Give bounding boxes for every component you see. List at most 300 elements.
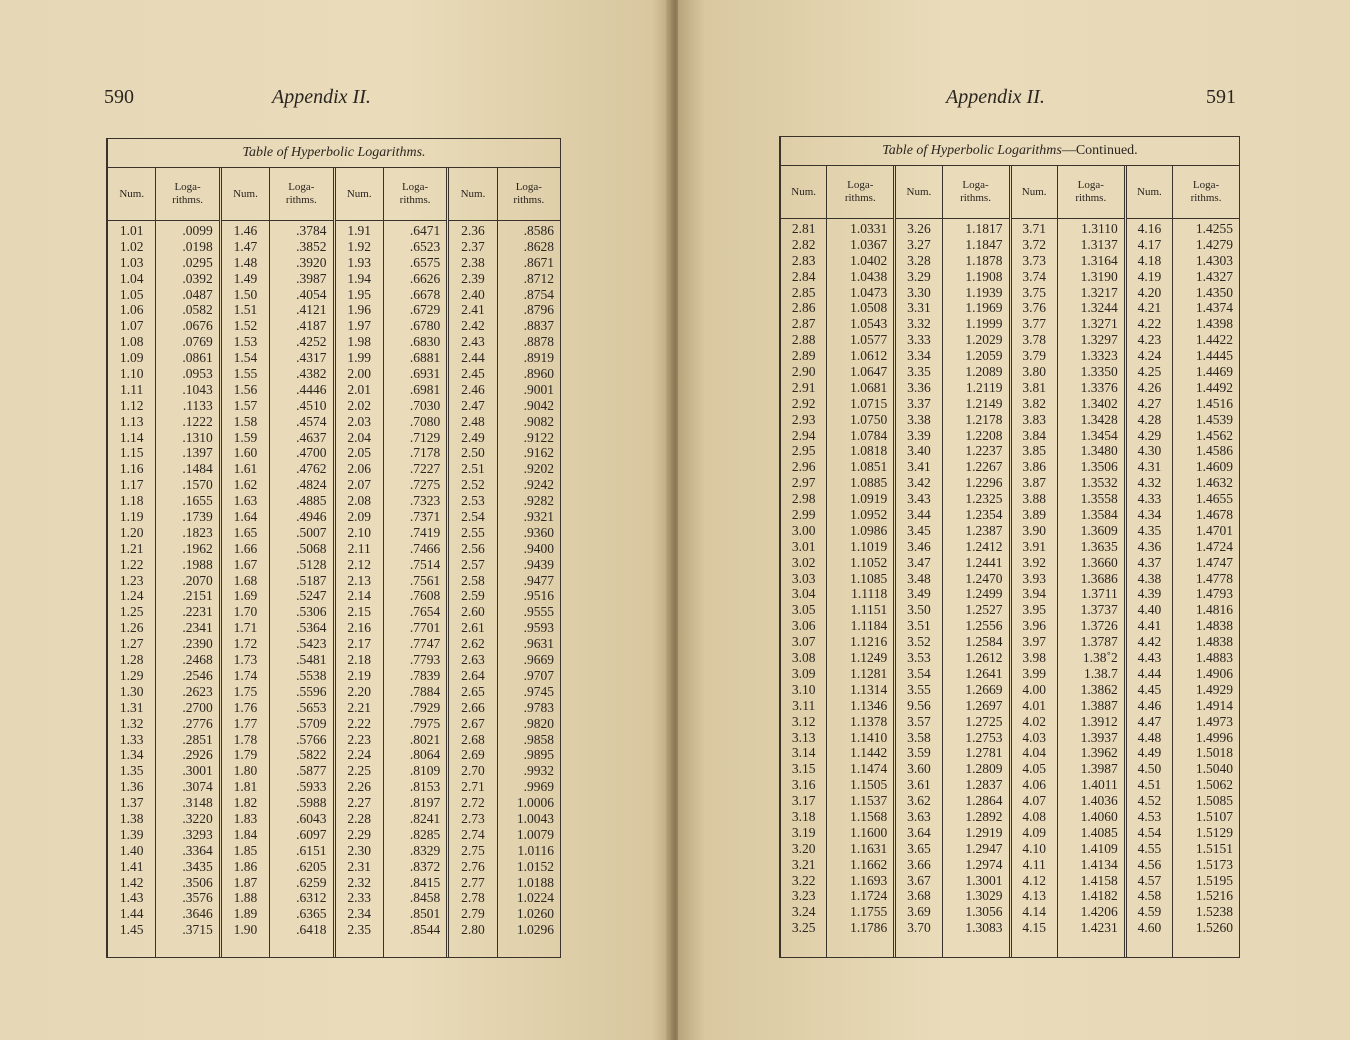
log-cell: 1.4374 bbox=[1195, 300, 1233, 316]
num-cell: 3.55 bbox=[907, 681, 931, 697]
log-cell: .9282 bbox=[523, 493, 554, 509]
num-cell: 1.45 bbox=[119, 922, 144, 938]
log-cell: .4637 bbox=[296, 429, 327, 445]
num-cell: 3.21 bbox=[791, 856, 816, 872]
log-cell: 1.1085 bbox=[850, 570, 888, 586]
log-cell: .4946 bbox=[296, 509, 327, 525]
num-cell: 1.23 bbox=[119, 572, 144, 588]
num-cell: 1.88 bbox=[233, 890, 258, 906]
log-cell: 1.1969 bbox=[965, 300, 1003, 316]
log-cell: .6259 bbox=[296, 874, 327, 890]
log-cell: 1.3787 bbox=[1080, 634, 1118, 650]
log-cell: .5933 bbox=[296, 779, 327, 795]
log-cell: 1.3506 bbox=[1080, 459, 1118, 475]
num-cell: 2.09 bbox=[347, 509, 372, 525]
log-cell: 1.0952 bbox=[850, 507, 888, 523]
log-cell: .7275 bbox=[409, 477, 441, 493]
num-cell: 2.26 bbox=[347, 779, 372, 795]
log-column bbox=[270, 168, 335, 957]
log-cell: .1988 bbox=[182, 556, 213, 572]
log-cell: 1.5238 bbox=[1195, 904, 1233, 920]
num-cell: 4.42 bbox=[1137, 634, 1162, 650]
log-cell: 1.4562 bbox=[1195, 427, 1233, 443]
num-cell: 2.48 bbox=[461, 413, 485, 429]
num-cell: 1.54 bbox=[233, 350, 258, 366]
num-cell: 2.38 bbox=[461, 254, 485, 270]
log-cell: .7839 bbox=[409, 667, 441, 683]
log-cell: .7129 bbox=[409, 429, 441, 445]
num-cell: 1.27 bbox=[119, 636, 144, 652]
num-cell: 3.45 bbox=[907, 522, 931, 538]
log-cell: 1.3190 bbox=[1080, 268, 1118, 284]
log-cell: 1.3297 bbox=[1080, 332, 1118, 348]
log-cell: 1.4838 bbox=[1195, 634, 1233, 650]
num-cell: 3.33 bbox=[907, 332, 931, 348]
log-cell: .9783 bbox=[523, 699, 554, 715]
log-column bbox=[1173, 166, 1239, 957]
num-cell: 1.92 bbox=[347, 238, 372, 254]
num-cell: 4.04 bbox=[1022, 745, 1046, 761]
num-cell: 3.76 bbox=[1022, 300, 1046, 316]
log-cell: 1.3532 bbox=[1080, 475, 1118, 491]
num-cell: 1.34 bbox=[119, 747, 144, 763]
log-cell: 1.0188 bbox=[516, 874, 554, 890]
log-cell: 1.2527 bbox=[965, 602, 1003, 618]
log-cell: .8796 bbox=[523, 302, 554, 318]
num-cell: 3.11 bbox=[792, 697, 816, 713]
num-cell: 1.13 bbox=[119, 413, 144, 429]
num-cell: 1.44 bbox=[119, 906, 144, 922]
num-cell: 2.00 bbox=[347, 366, 372, 382]
num-cell: 2.35 bbox=[347, 922, 372, 938]
num-cell: 3.27 bbox=[907, 236, 931, 252]
log-cell: .7227 bbox=[409, 461, 441, 477]
log-cell: .6575 bbox=[409, 254, 441, 270]
num-cell: 1.47 bbox=[233, 238, 258, 254]
log-cell: 1.2296 bbox=[965, 475, 1003, 491]
num-cell: 2.83 bbox=[791, 252, 816, 268]
num-cell: 3.79 bbox=[1022, 348, 1046, 364]
num-cell: 3.78 bbox=[1022, 332, 1046, 348]
log-cell: .8329 bbox=[409, 842, 441, 858]
num-cell: 3.47 bbox=[907, 554, 931, 570]
num-cell: 3.41 bbox=[907, 459, 931, 475]
num-cell: 2.71 bbox=[461, 779, 485, 795]
log-cell: 1.1151 bbox=[850, 602, 888, 618]
log-column bbox=[1058, 166, 1127, 957]
log-cell: 1.3887 bbox=[1080, 697, 1118, 713]
log-cell: 1.5173 bbox=[1195, 856, 1233, 872]
num-cell: 4.06 bbox=[1022, 777, 1046, 793]
num-cell: 3.37 bbox=[907, 395, 931, 411]
log-cell: 1.4255 bbox=[1195, 221, 1233, 236]
num-cell: 2.67 bbox=[461, 715, 485, 731]
num-cell: 2.22 bbox=[347, 715, 372, 731]
log-cell: 1.4036 bbox=[1080, 793, 1118, 809]
num-cell: 4.38 bbox=[1137, 570, 1162, 586]
num-cell: 4.60 bbox=[1137, 920, 1162, 936]
log-cell: .9001 bbox=[523, 381, 554, 397]
log-cell: 1.0331 bbox=[850, 221, 888, 236]
log-cell: 1.5018 bbox=[1195, 745, 1233, 761]
num-cell: 2.50 bbox=[461, 445, 485, 461]
log-cell: .2390 bbox=[182, 636, 213, 652]
log-cell: .1823 bbox=[182, 524, 213, 540]
num-cell: 1.04 bbox=[119, 270, 144, 286]
num-cell: 3.72 bbox=[1022, 236, 1046, 252]
log-column bbox=[943, 166, 1012, 957]
num-cell: 1.64 bbox=[233, 509, 258, 525]
log-cell: 1.1216 bbox=[850, 634, 888, 650]
num-cell: 4.20 bbox=[1137, 284, 1162, 300]
log-cell: .9321 bbox=[523, 509, 554, 525]
log-cell: 1.0612 bbox=[850, 348, 888, 364]
log-cell: 1.5216 bbox=[1195, 888, 1233, 904]
log-cell: 1.3912 bbox=[1080, 713, 1118, 729]
log-cell: 1.4793 bbox=[1195, 586, 1233, 602]
log-cell: .4700 bbox=[296, 445, 327, 461]
log-cell: .6043 bbox=[296, 810, 327, 826]
log-cell: 1.1908 bbox=[965, 268, 1003, 284]
num-cell: 1.32 bbox=[119, 715, 144, 731]
num-cell: 4.46 bbox=[1137, 697, 1162, 713]
num-cell: 4.27 bbox=[1137, 395, 1162, 411]
num-cell: 3.06 bbox=[791, 618, 816, 634]
num-cell: 4.03 bbox=[1022, 729, 1046, 745]
num-cell: 3.60 bbox=[907, 761, 931, 777]
log-cell: 1.1442 bbox=[850, 745, 888, 761]
num-cell: 1.09 bbox=[119, 350, 144, 366]
log-cell: 1.1568 bbox=[850, 808, 888, 824]
log-cell: .7323 bbox=[409, 493, 441, 509]
num-cell: 3.95 bbox=[1022, 602, 1046, 618]
log-cell: .6729 bbox=[409, 302, 441, 318]
num-cell: 2.95 bbox=[791, 443, 816, 459]
num-cell: 2.69 bbox=[461, 747, 485, 763]
num-cell: 2.34 bbox=[347, 906, 372, 922]
log-cell: 1.2892 bbox=[965, 808, 1003, 824]
num-cell: 4.15 bbox=[1022, 920, 1046, 936]
num-cell: 2.88 bbox=[791, 332, 816, 348]
log-cell: .8712 bbox=[523, 270, 554, 286]
num-cell: 2.24 bbox=[347, 747, 372, 763]
num-cell: 1.85 bbox=[233, 842, 258, 858]
num-cell: 2.19 bbox=[347, 667, 372, 683]
num-cell: 3.90 bbox=[1022, 522, 1046, 538]
log-cell: 1.3164 bbox=[1080, 252, 1118, 268]
num-cell: 3.24 bbox=[791, 904, 816, 920]
num-cell: 3.30 bbox=[907, 284, 931, 300]
log-cell: 1.1249 bbox=[850, 650, 888, 666]
log-cell: .5596 bbox=[296, 683, 327, 699]
log-cell: 1.0438 bbox=[850, 268, 888, 284]
log-cell: 1.4929 bbox=[1195, 681, 1233, 697]
num-cell: 1.95 bbox=[347, 286, 372, 302]
column-header: Num. bbox=[781, 166, 826, 219]
num-cell: 3.48 bbox=[907, 570, 931, 586]
num-cell: 4.10 bbox=[1022, 840, 1046, 856]
log-cell: 1.2441 bbox=[965, 554, 1003, 570]
log-cell: 1.4701 bbox=[1195, 522, 1233, 538]
log-cell: .0198 bbox=[182, 238, 213, 254]
log-cell: .6205 bbox=[296, 858, 327, 874]
log-cell: .5187 bbox=[296, 572, 327, 588]
num-cell: 3.25 bbox=[791, 920, 816, 936]
log-cell: 1.2725 bbox=[965, 713, 1003, 729]
num-cell: 4.09 bbox=[1022, 824, 1046, 840]
log-cell: .8919 bbox=[523, 350, 554, 366]
num-cell: 4.36 bbox=[1137, 538, 1162, 554]
num-column bbox=[896, 166, 942, 957]
log-cell: .1043 bbox=[182, 381, 213, 397]
num-cell: 4.41 bbox=[1137, 618, 1162, 634]
num-cell: 2.52 bbox=[461, 477, 485, 493]
log-cell: 1.4996 bbox=[1195, 729, 1233, 745]
num-cell: 1.87 bbox=[233, 874, 258, 890]
log-column bbox=[498, 168, 560, 957]
num-cell: 1.50 bbox=[233, 286, 258, 302]
num-cell: 3.68 bbox=[907, 888, 931, 904]
log-cell: .9082 bbox=[523, 413, 554, 429]
log-cell: 1.2208 bbox=[965, 427, 1003, 443]
num-cell: 4.14 bbox=[1022, 904, 1046, 920]
log-cell: .9242 bbox=[523, 477, 554, 493]
log-cell: 1.0224 bbox=[516, 890, 554, 906]
page-number: 590 bbox=[104, 86, 134, 108]
running-head: Appendix II. bbox=[946, 86, 1045, 108]
log-cell: .9122 bbox=[523, 429, 554, 445]
log-cell: .0582 bbox=[182, 302, 213, 318]
num-cell: 2.53 bbox=[461, 493, 485, 509]
left-page bbox=[0, 0, 672, 1040]
num-cell: 2.03 bbox=[347, 413, 372, 429]
log-cell: .3148 bbox=[182, 795, 213, 811]
num-cell: 1.81 bbox=[233, 779, 258, 795]
num-cell: 4.56 bbox=[1137, 856, 1162, 872]
num-cell: 4.40 bbox=[1137, 602, 1162, 618]
column-header: Num. bbox=[222, 168, 269, 221]
num-cell: 2.14 bbox=[347, 588, 372, 604]
log-cell: 1.5040 bbox=[1195, 761, 1233, 777]
log-cell: 1.2325 bbox=[965, 491, 1003, 507]
num-cell: 3.53 bbox=[907, 650, 931, 666]
column-header: Loga- rithms. bbox=[1173, 166, 1239, 219]
log-cell: .6626 bbox=[409, 270, 441, 286]
log-cell: .4121 bbox=[296, 302, 327, 318]
num-cell: 4.00 bbox=[1022, 681, 1046, 697]
num-cell: 2.11 bbox=[347, 540, 371, 556]
num-cell: 3.13 bbox=[791, 729, 816, 745]
num-cell: 1.19 bbox=[119, 509, 144, 525]
num-cell: 2.04 bbox=[347, 429, 372, 445]
log-cell: .0953 bbox=[182, 366, 213, 382]
num-cell: 1.21 bbox=[119, 540, 144, 556]
log-cell: 1.4303 bbox=[1195, 252, 1233, 268]
num-cell: 2.80 bbox=[461, 922, 485, 938]
log-cell: .2231 bbox=[182, 604, 213, 620]
log-cell: .9745 bbox=[523, 683, 554, 699]
log-cell: 1.2781 bbox=[965, 745, 1003, 761]
log-cell: 1.1817 bbox=[965, 221, 1003, 236]
log-cell: .3646 bbox=[182, 906, 213, 922]
log-cell: 1.3350 bbox=[1080, 364, 1118, 380]
num-cell: 4.30 bbox=[1137, 443, 1162, 459]
log-cell: 1.4516 bbox=[1195, 395, 1233, 411]
log-cell: 1.0577 bbox=[850, 332, 888, 348]
log-cell: 1.4469 bbox=[1195, 364, 1233, 380]
log-cell: 1.1939 bbox=[965, 284, 1003, 300]
num-cell: 1.76 bbox=[233, 699, 258, 715]
num-cell: 3.12 bbox=[791, 713, 816, 729]
log-cell: .4824 bbox=[296, 477, 327, 493]
log-cell: .3576 bbox=[182, 890, 213, 906]
log-cell: .5423 bbox=[296, 636, 327, 652]
log-cell: 1.3862 bbox=[1080, 681, 1118, 697]
num-cell: 1.77 bbox=[233, 715, 258, 731]
num-column bbox=[781, 166, 827, 957]
log-cell: .3920 bbox=[296, 254, 327, 270]
num-cell: 3.84 bbox=[1022, 427, 1046, 443]
num-cell: 3.02 bbox=[791, 554, 816, 570]
num-cell: 1.74 bbox=[233, 667, 258, 683]
log-cell: 1.2837 bbox=[965, 777, 1003, 793]
num-cell: 2.84 bbox=[791, 268, 816, 284]
log-cell: .7030 bbox=[409, 397, 441, 413]
num-cell: 2.05 bbox=[347, 445, 372, 461]
num-cell: 1.33 bbox=[119, 731, 144, 747]
log-cell: 1.0296 bbox=[516, 922, 554, 938]
num-cell: 2.40 bbox=[461, 286, 485, 302]
num-cell: 3.89 bbox=[1022, 507, 1046, 523]
log-cell: 1.4906 bbox=[1195, 665, 1233, 681]
log-cell: .9477 bbox=[523, 572, 554, 588]
num-cell: 3.64 bbox=[907, 824, 931, 840]
log-cell: 1.0784 bbox=[850, 427, 888, 443]
num-cell: 4.37 bbox=[1137, 554, 1162, 570]
log-cell: 1.0079 bbox=[516, 826, 554, 842]
log-cell: 1.2641 bbox=[965, 665, 1003, 681]
num-cell: 3.28 bbox=[907, 252, 931, 268]
column-header: Num. bbox=[1012, 166, 1057, 219]
log-cell: .8878 bbox=[523, 334, 554, 350]
num-cell: 3.08 bbox=[791, 650, 816, 666]
log-cell: .3435 bbox=[182, 858, 213, 874]
log-table-left bbox=[106, 138, 561, 958]
num-cell: 2.89 bbox=[791, 348, 816, 364]
log-cell: .9969 bbox=[523, 779, 554, 795]
log-cell: 1.0919 bbox=[850, 491, 888, 507]
log-cell: 1.2119 bbox=[965, 379, 1003, 395]
log-cell: .2851 bbox=[182, 731, 213, 747]
log-cell: 1.5129 bbox=[1195, 824, 1233, 840]
log-cell: 1.38˚2 bbox=[1082, 650, 1118, 666]
num-cell: 3.87 bbox=[1022, 475, 1046, 491]
num-cell: 1.25 bbox=[119, 604, 144, 620]
log-cell: 1.4883 bbox=[1195, 650, 1233, 666]
log-cell: 1.1118 bbox=[851, 586, 888, 602]
log-cell: .5709 bbox=[296, 715, 327, 731]
num-cell: 1.17 bbox=[119, 477, 144, 493]
num-cell: 4.07 bbox=[1022, 793, 1046, 809]
num-cell: 3.40 bbox=[907, 443, 931, 459]
log-cell: 1.3635 bbox=[1080, 538, 1118, 554]
num-cell: 3.52 bbox=[907, 634, 931, 650]
log-cell: 1.5085 bbox=[1195, 793, 1233, 809]
log-cell: .6523 bbox=[409, 238, 441, 254]
num-cell: 3.86 bbox=[1022, 459, 1046, 475]
log-cell: .5306 bbox=[296, 604, 327, 620]
log-cell: .3987 bbox=[296, 270, 327, 286]
column-header: Loga- rithms. bbox=[943, 166, 1009, 219]
log-cell: .9555 bbox=[523, 604, 554, 620]
log-cell: .7080 bbox=[409, 413, 441, 429]
log-column bbox=[156, 168, 221, 957]
num-cell: 4.33 bbox=[1137, 491, 1162, 507]
num-cell: 2.66 bbox=[461, 699, 485, 715]
num-cell: 1.70 bbox=[233, 604, 258, 620]
num-cell: 3.82 bbox=[1022, 395, 1046, 411]
num-cell: 3.98 bbox=[1022, 650, 1046, 666]
log-cell: 1.0006 bbox=[516, 795, 554, 811]
log-cell: .7514 bbox=[409, 556, 441, 572]
log-cell: .2623 bbox=[182, 683, 213, 699]
log-cell: 1.3660 bbox=[1080, 554, 1118, 570]
log-cell: .5766 bbox=[296, 731, 327, 747]
log-cell: .4187 bbox=[296, 318, 327, 334]
log-cell: 1.4632 bbox=[1195, 475, 1233, 491]
num-cell: 1.89 bbox=[233, 906, 258, 922]
num-cell: 1.91 bbox=[347, 223, 372, 238]
log-cell: .5007 bbox=[296, 524, 327, 540]
column-header: Num. bbox=[896, 166, 941, 219]
num-cell: 1.37 bbox=[119, 795, 144, 811]
log-cell: 1.1314 bbox=[850, 681, 888, 697]
num-cell: 4.11 bbox=[1022, 856, 1046, 872]
log-cell: 1.3480 bbox=[1080, 443, 1118, 459]
num-cell: 2.28 bbox=[347, 810, 372, 826]
log-cell: 1.3609 bbox=[1080, 522, 1118, 538]
log-cell: .9162 bbox=[523, 445, 554, 461]
log-cell: 1.3737 bbox=[1080, 602, 1118, 618]
log-cell: 1.1878 bbox=[965, 252, 1003, 268]
num-cell: 3.34 bbox=[907, 348, 931, 364]
num-cell: 3.93 bbox=[1022, 570, 1046, 586]
num-cell: 1.79 bbox=[233, 747, 258, 763]
num-cell: 4.13 bbox=[1022, 888, 1046, 904]
log-cell: .9516 bbox=[523, 588, 554, 604]
num-cell: 3.03 bbox=[791, 570, 816, 586]
num-cell: 2.43 bbox=[461, 334, 485, 350]
num-cell: 1.02 bbox=[119, 238, 144, 254]
log-cell: 1.3029 bbox=[965, 888, 1003, 904]
log-cell: 1.2669 bbox=[965, 681, 1003, 697]
log-cell: 1.1786 bbox=[850, 920, 888, 936]
num-cell: 3.22 bbox=[791, 872, 816, 888]
log-cell: .8501 bbox=[409, 906, 441, 922]
log-cell: 1.0750 bbox=[850, 411, 888, 427]
log-cell: .6365 bbox=[296, 906, 327, 922]
num-cell: 3.71 bbox=[1022, 221, 1046, 236]
num-cell: 3.42 bbox=[907, 475, 931, 491]
num-cell: 1.38 bbox=[119, 810, 144, 826]
log-cell: .9593 bbox=[523, 620, 554, 636]
num-cell: 2.98 bbox=[791, 491, 816, 507]
log-cell: 1.3271 bbox=[1080, 316, 1118, 332]
log-cell: 1.1724 bbox=[850, 888, 888, 904]
num-cell: 3.97 bbox=[1022, 634, 1046, 650]
num-cell: 1.52 bbox=[233, 318, 258, 334]
log-cell: .4054 bbox=[296, 286, 327, 302]
